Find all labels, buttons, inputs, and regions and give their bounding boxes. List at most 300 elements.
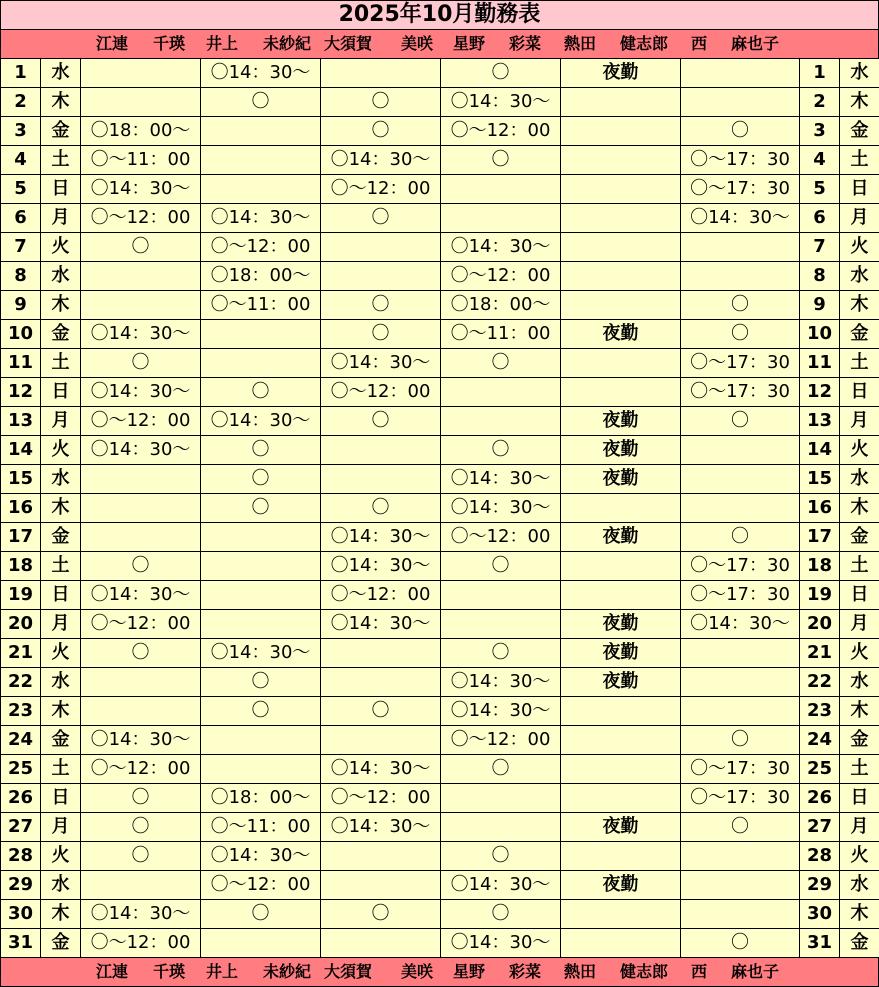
shift-cell: 夜勤 [561, 610, 681, 639]
shift-cell: 〇〜12：00 [321, 784, 441, 813]
weekday-right: 月 [840, 407, 879, 436]
bottom-staff-name: 熱田 [564, 962, 597, 981]
weekday-right: 木 [840, 900, 879, 929]
table-row [1, 407, 879, 436]
weekday-right: 木 [840, 494, 879, 523]
shift-cell [201, 581, 321, 610]
shift-cell: 〇 [81, 813, 201, 842]
day-number: 30 [1, 900, 41, 929]
shift-cell [561, 726, 681, 755]
shift-cell: 〇〜12：00 [81, 929, 201, 958]
table-row [1, 146, 879, 175]
weekday: 水 [41, 465, 81, 494]
shift-cell [681, 842, 800, 871]
weekday: 水 [41, 262, 81, 291]
shift-cell [561, 494, 681, 523]
shift-cell [201, 523, 321, 552]
day-number: 24 [1, 726, 41, 755]
shift-cell: 〇〜12：00 [441, 523, 561, 552]
shift-cell: 〇14：30〜 [321, 523, 441, 552]
shift-cell: 〇 [201, 378, 321, 407]
weekday: 日 [41, 581, 81, 610]
weekday: 木 [41, 697, 81, 726]
table-row [1, 378, 879, 407]
weekday: 日 [41, 175, 81, 204]
weekday: 月 [41, 407, 81, 436]
shift-cell: 〇〜11：00 [201, 291, 321, 320]
day-number-right: 16 [800, 494, 840, 523]
shift-cell: 〇14：30〜 [201, 639, 321, 668]
top-staff-name: 星野 [453, 34, 486, 53]
top-staff-name: 江連 [96, 34, 129, 53]
weekday: 木 [41, 88, 81, 117]
day-number: 11 [1, 349, 41, 378]
day-number-right: 8 [800, 262, 840, 291]
shift-cell: 〇 [441, 842, 561, 871]
shift-cell [81, 697, 201, 726]
shift-cell: 〇 [441, 59, 561, 88]
day-number-right: 10 [800, 320, 840, 349]
bottom-staff-name: 星野 [453, 962, 486, 981]
shift-cell [321, 639, 441, 668]
weekday-right: 土 [840, 755, 879, 784]
shift-cell [681, 871, 800, 900]
table-row [1, 262, 879, 291]
shift-cell: 〇 [81, 639, 201, 668]
shift-cell: 〇14：30〜 [201, 204, 321, 233]
shift-cell: 夜勤 [561, 320, 681, 349]
shift-cell [441, 813, 561, 842]
weekday-right: 木 [840, 291, 879, 320]
shift-cell: 〇14：30〜 [321, 610, 441, 639]
weekday-right: 土 [840, 146, 879, 175]
table-row [1, 784, 879, 813]
shift-cell: 〇14：30〜 [441, 465, 561, 494]
weekday-right: 日 [840, 581, 879, 610]
shift-cell: 〇14：30〜 [201, 842, 321, 871]
shift-cell [561, 146, 681, 175]
day-number: 3 [1, 117, 41, 146]
day-number: 21 [1, 639, 41, 668]
shift-cell [201, 610, 321, 639]
day-number-right: 26 [800, 784, 840, 813]
day-number-right: 3 [800, 117, 840, 146]
weekday: 木 [41, 900, 81, 929]
weekday-right: 水 [840, 262, 879, 291]
shift-cell: 〇18：00〜 [441, 291, 561, 320]
table-row [1, 175, 879, 204]
shift-cell [81, 59, 201, 88]
shift-cell [561, 378, 681, 407]
shift-cell [561, 755, 681, 784]
shift-cell: 〇 [201, 697, 321, 726]
shift-cell: 夜勤 [561, 59, 681, 88]
weekday: 水 [41, 668, 81, 697]
weekday-right: 月 [840, 204, 879, 233]
shift-cell: 〇18：00〜 [81, 117, 201, 146]
shift-cell: 〇14：30〜 [321, 813, 441, 842]
shift-cell: 〇 [321, 407, 441, 436]
shift-cell [321, 59, 441, 88]
shift-cell: 〇18：00〜 [201, 784, 321, 813]
day-number-right: 14 [800, 436, 840, 465]
table-row [1, 610, 879, 639]
shift-cell [321, 842, 441, 871]
shift-cell: 夜勤 [561, 436, 681, 465]
shift-cell: 〇 [681, 320, 800, 349]
shift-cell: 〇14：30〜 [441, 697, 561, 726]
shift-cell: 〇〜17：30 [681, 755, 800, 784]
top-staff-name: 未紗紀 [263, 34, 312, 53]
shift-cell: 〇 [81, 349, 201, 378]
table-row [1, 813, 879, 842]
shift-cell: 〇〜12：00 [81, 755, 201, 784]
shift-cell [81, 291, 201, 320]
weekday-right: 日 [840, 175, 879, 204]
day-number-right: 28 [800, 842, 840, 871]
shift-cell [81, 668, 201, 697]
shift-cell [201, 175, 321, 204]
shift-cell: 〇 [681, 726, 800, 755]
shift-cell [441, 204, 561, 233]
day-number: 26 [1, 784, 41, 813]
bottom-staff-name: 井上 [206, 962, 239, 981]
weekday-right: 金 [840, 117, 879, 146]
shift-cell: 夜勤 [561, 871, 681, 900]
table-row [1, 668, 879, 697]
shift-cell [561, 552, 681, 581]
weekday-right: 火 [840, 233, 879, 262]
shift-cell: 〇〜12：00 [81, 204, 201, 233]
shift-cell: 〇 [201, 900, 321, 929]
bottom-staff-name: 美咲 [401, 962, 434, 981]
day-number-right: 12 [800, 378, 840, 407]
shift-cell: 〇〜17：30 [681, 552, 800, 581]
weekday-right: 水 [840, 465, 879, 494]
shift-cell [681, 88, 800, 117]
day-number-right: 24 [800, 726, 840, 755]
shift-cell [201, 146, 321, 175]
shift-cell: 〇 [81, 842, 201, 871]
top-staff-name: 西 [691, 34, 708, 53]
weekday-right: 火 [840, 842, 879, 871]
shift-cell: 〇 [321, 900, 441, 929]
day-number-right: 7 [800, 233, 840, 262]
day-number-right: 9 [800, 291, 840, 320]
table-row [1, 639, 879, 668]
day-number: 15 [1, 465, 41, 494]
shift-cell: 〇 [321, 204, 441, 233]
shift-cell: 〇〜12：00 [201, 871, 321, 900]
table-row [1, 581, 879, 610]
weekday-right: 木 [840, 697, 879, 726]
shift-cell [561, 697, 681, 726]
day-number-right: 2 [800, 88, 840, 117]
shift-cell: 夜勤 [561, 668, 681, 697]
shift-cell: 〇14：30〜 [321, 349, 441, 378]
day-number: 25 [1, 755, 41, 784]
shift-cell: 〇14：30〜 [81, 726, 201, 755]
shift-cell [681, 262, 800, 291]
shift-cell: 〇14：30〜 [441, 668, 561, 697]
day-number: 31 [1, 929, 41, 958]
bottom-staff-name: 大須賀 [324, 962, 373, 981]
shift-cell: 〇14：30〜 [81, 320, 201, 349]
shift-cell [561, 175, 681, 204]
shift-cell: 〇〜17：30 [681, 784, 800, 813]
shift-cell: 〇 [681, 407, 800, 436]
day-number: 20 [1, 610, 41, 639]
day-number-right: 23 [800, 697, 840, 726]
shift-cell [81, 465, 201, 494]
shift-cell [81, 88, 201, 117]
weekday-right: 金 [840, 726, 879, 755]
shift-cell [681, 436, 800, 465]
shift-cell [561, 262, 681, 291]
shift-cell: 〇 [441, 552, 561, 581]
shift-cell: 〇 [201, 465, 321, 494]
weekday: 土 [41, 146, 81, 175]
top-staff-name: 千瑛 [153, 34, 186, 53]
weekday-right: 金 [840, 320, 879, 349]
top-staff-name: 美咲 [401, 34, 434, 53]
table-row [1, 523, 879, 552]
day-number-right: 13 [800, 407, 840, 436]
shift-cell: 〇 [201, 88, 321, 117]
shift-cell: 〇14：30〜 [441, 929, 561, 958]
weekday-right: 日 [840, 784, 879, 813]
shift-cell: 〇〜12：00 [201, 233, 321, 262]
day-number-right: 29 [800, 871, 840, 900]
shift-cell: 夜勤 [561, 407, 681, 436]
weekday-right: 日 [840, 378, 879, 407]
shift-cell: 〇 [681, 117, 800, 146]
shift-cell: 〇 [321, 697, 441, 726]
shift-cell: 〇〜12：00 [321, 581, 441, 610]
table-row [1, 871, 879, 900]
shift-cell [321, 465, 441, 494]
weekday-right: 水 [840, 59, 879, 88]
weekday: 火 [41, 639, 81, 668]
table-row [1, 233, 879, 262]
shift-cell: 〇 [201, 668, 321, 697]
shift-cell [681, 639, 800, 668]
shift-cell: 〇 [321, 88, 441, 117]
shift-cell: 〇14：30〜 [81, 436, 201, 465]
table-row [1, 494, 879, 523]
day-number-right: 6 [800, 204, 840, 233]
day-number: 5 [1, 175, 41, 204]
weekday-right: 火 [840, 639, 879, 668]
shift-cell: 〇〜12：00 [441, 117, 561, 146]
shift-cell: 〇 [201, 436, 321, 465]
bottom-staff-name: 江連 [96, 962, 129, 981]
day-number-right: 22 [800, 668, 840, 697]
shift-cell [561, 900, 681, 929]
shift-cell: 〇 [441, 146, 561, 175]
table-row [1, 552, 879, 581]
shift-cell [201, 349, 321, 378]
shift-cell: 〇〜17：30 [681, 378, 800, 407]
weekday: 日 [41, 378, 81, 407]
shift-cell: 〇〜12：00 [321, 175, 441, 204]
day-number: 2 [1, 88, 41, 117]
shift-cell: 〇14：30〜 [321, 146, 441, 175]
day-number: 7 [1, 233, 41, 262]
weekday: 月 [41, 204, 81, 233]
shift-cell: 〇 [81, 552, 201, 581]
shift-cell: 〇14：30〜 [441, 494, 561, 523]
shift-cell: 〇 [81, 233, 201, 262]
shift-cell: 〇14：30〜 [201, 59, 321, 88]
table-row [1, 697, 879, 726]
shift-cell: 〇 [201, 494, 321, 523]
shift-cell: 夜勤 [561, 465, 681, 494]
shift-cell: 〇 [321, 320, 441, 349]
weekday: 金 [41, 320, 81, 349]
shift-cell: 〇〜12：00 [441, 726, 561, 755]
shift-cell [441, 784, 561, 813]
day-number: 17 [1, 523, 41, 552]
shift-cell [681, 697, 800, 726]
table-row [1, 88, 879, 117]
shift-cell [681, 59, 800, 88]
weekday-right: 月 [840, 813, 879, 842]
shift-cell [681, 494, 800, 523]
shift-cell [201, 929, 321, 958]
weekday-right: 月 [840, 610, 879, 639]
day-number-right: 18 [800, 552, 840, 581]
weekday: 土 [41, 552, 81, 581]
day-number: 28 [1, 842, 41, 871]
day-number-right: 17 [800, 523, 840, 552]
weekday: 土 [41, 349, 81, 378]
weekday: 火 [41, 233, 81, 262]
shift-cell: 〇14：30〜 [441, 871, 561, 900]
day-number: 19 [1, 581, 41, 610]
shift-cell [441, 581, 561, 610]
shift-cell [561, 88, 681, 117]
day-number: 1 [1, 59, 41, 88]
shift-cell: 〇〜17：30 [681, 175, 800, 204]
shift-cell: 〇〜11：00 [81, 146, 201, 175]
shift-cell [321, 233, 441, 262]
table-row [1, 291, 879, 320]
bottom-staff-name: 千瑛 [153, 962, 186, 981]
day-number-right: 20 [800, 610, 840, 639]
shift-cell [561, 117, 681, 146]
weekday-right: 金 [840, 929, 879, 958]
staff-header-bottom [0, 957, 879, 987]
table-row [1, 436, 879, 465]
shift-cell: 〇14：30〜 [681, 204, 800, 233]
shift-cell [321, 668, 441, 697]
shift-cell [81, 262, 201, 291]
shift-cell [681, 668, 800, 697]
weekday: 水 [41, 871, 81, 900]
shift-cell [561, 291, 681, 320]
weekday-right: 木 [840, 88, 879, 117]
day-number-right: 25 [800, 755, 840, 784]
shift-cell [681, 233, 800, 262]
day-number-right: 30 [800, 900, 840, 929]
shift-cell: 〇 [441, 349, 561, 378]
day-number-right: 19 [800, 581, 840, 610]
weekday: 日 [41, 784, 81, 813]
shift-cell: 〇14：30〜 [81, 175, 201, 204]
shift-cell: 〇 [681, 523, 800, 552]
shift-cell: 〇14：30〜 [441, 88, 561, 117]
bottom-staff-name: 健志郎 [620, 962, 669, 981]
shift-cell: 〇〜17：30 [681, 146, 800, 175]
table-row [1, 349, 879, 378]
shift-cell: 〇〜11：00 [201, 813, 321, 842]
shift-cell: 〇 [441, 639, 561, 668]
shift-cell [441, 407, 561, 436]
shift-cell: 〇〜12：00 [441, 262, 561, 291]
shift-cell: 〇14：30〜 [81, 581, 201, 610]
day-number-right: 11 [800, 349, 840, 378]
shift-cell: 〇14：30〜 [321, 552, 441, 581]
shift-cell: 〇 [681, 813, 800, 842]
day-number: 12 [1, 378, 41, 407]
day-number-right: 4 [800, 146, 840, 175]
shift-cell: 〇14：30〜 [441, 233, 561, 262]
weekday: 土 [41, 755, 81, 784]
sheet-title: 2025年10月勤務表 [0, 0, 879, 29]
shift-cell: 〇 [441, 900, 561, 929]
day-number: 22 [1, 668, 41, 697]
bottom-staff-name: 彩菜 [509, 962, 542, 981]
shift-cell: 〇 [321, 494, 441, 523]
day-number: 18 [1, 552, 41, 581]
shift-cell [561, 349, 681, 378]
day-number: 23 [1, 697, 41, 726]
shift-cell: 〇 [441, 755, 561, 784]
staff-header-top [0, 29, 879, 59]
day-number-right: 1 [800, 59, 840, 88]
top-staff-name: 大須賀 [324, 34, 373, 53]
day-number: 29 [1, 871, 41, 900]
shift-cell [81, 871, 201, 900]
shift-cell: 〇〜11：00 [441, 320, 561, 349]
shift-cell [561, 842, 681, 871]
bottom-staff-name: 西 [691, 962, 708, 981]
weekday: 金 [41, 117, 81, 146]
weekday: 火 [41, 436, 81, 465]
shift-cell: 〇 [441, 436, 561, 465]
day-number: 16 [1, 494, 41, 523]
weekday: 火 [41, 842, 81, 871]
weekday: 金 [41, 929, 81, 958]
top-staff-name: 熱田 [564, 34, 597, 53]
table-row [1, 929, 879, 958]
shift-cell [561, 204, 681, 233]
day-number: 9 [1, 291, 41, 320]
weekday: 木 [41, 494, 81, 523]
shift-cell [321, 726, 441, 755]
shift-cell [321, 436, 441, 465]
table-row [1, 204, 879, 233]
shift-cell [561, 233, 681, 262]
shift-cell: 〇〜12：00 [321, 378, 441, 407]
shift-cell [81, 494, 201, 523]
day-number: 13 [1, 407, 41, 436]
weekday-right: 火 [840, 436, 879, 465]
weekday-right: 水 [840, 871, 879, 900]
shift-cell: 〇 [81, 784, 201, 813]
shift-cell [201, 552, 321, 581]
